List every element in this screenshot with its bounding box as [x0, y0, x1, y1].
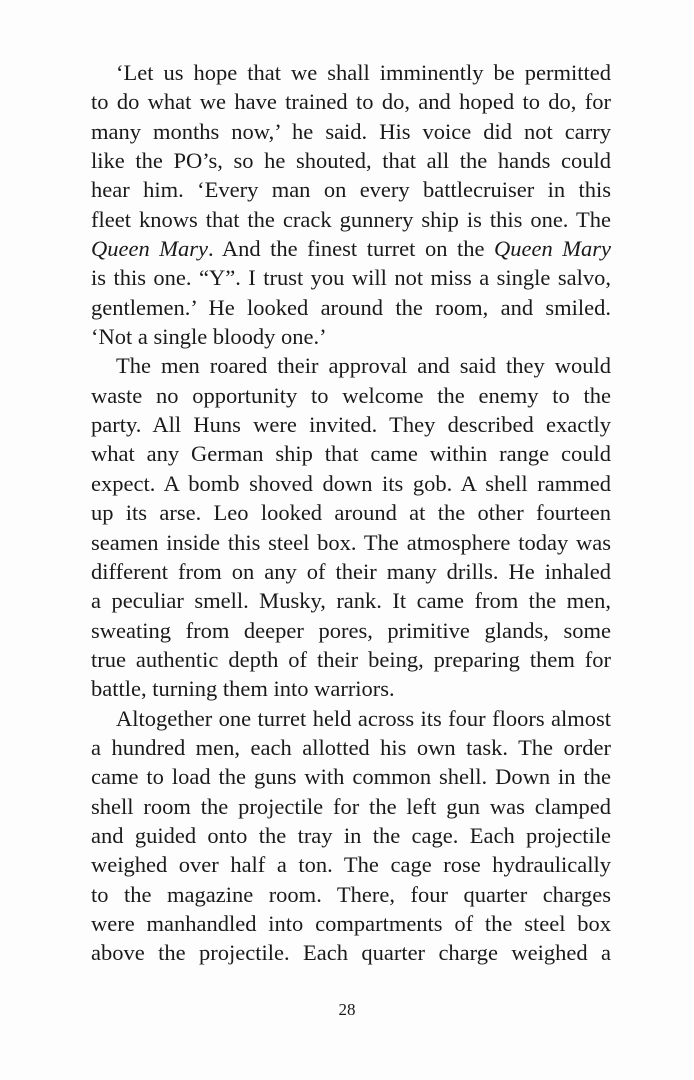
text-line — [91, 234, 611, 263]
text-line: party. All Huns were invited. They described exactly — [91, 412, 611, 438]
text-line: is this one. “Y”. I trust you will not miss a single salvo, — [91, 265, 611, 291]
italic-ship-name: Queen Mary — [494, 236, 611, 262]
text-line: what any German ship that came within range could — [91, 441, 611, 467]
text-line: waste no opportunity to welcome the enemy to the — [91, 382, 611, 408]
text-line: above the projectile. Each quarter charge weighed a — [91, 940, 611, 966]
text-line: and guided onto the tray in the cage. Each projectile — [91, 822, 611, 848]
text-line: seamen inside this steel box. The atmosphere today was — [91, 529, 611, 555]
text-line: Altogether one turret held across its four floors almost — [116, 705, 611, 731]
text-line: The men roared their approval and said they would — [116, 353, 611, 379]
text-line: up its arse. Leo looked around at the other fourteen — [91, 500, 611, 526]
text-line: many months now,’ he said. His voice did not carry — [91, 118, 611, 144]
italic-ship-name: Queen Mary — [91, 236, 208, 262]
text-segment: . And the finest turret on the — [207, 236, 494, 262]
text-line: weighed over half a ton. The cage rose hydraulically — [91, 852, 611, 878]
text-line: a hundred men, each allotted his own task. The order — [91, 734, 611, 760]
body-text — [91, 58, 611, 968]
text-line: were manhandled into compartments of the steel box — [91, 910, 611, 936]
text-line: to do what we have trained to do, and hoped to do, for — [91, 89, 611, 115]
text-line: battle, turning them into warriors. — [91, 676, 395, 702]
text-line: shell room the projectile for the left gun was clamped — [91, 793, 611, 819]
page-number: 28 — [338, 1000, 356, 1019]
text-line: different from on any of their many drills. He inhaled — [91, 558, 611, 584]
text-line: gentlemen.’ He looked around the room, and smiled. — [91, 294, 611, 320]
text-line: a peculiar smell. Musky, rank. It came from the men, — [91, 588, 611, 614]
text-line: hear him. ‘Every man on every battlecruiser in this — [91, 177, 611, 203]
text-line: ‘Let us hope that we shall imminently be permitted — [116, 60, 611, 85]
text-line: sweating from deeper pores, primitive glands, some — [91, 617, 611, 643]
text-line: came to load the guns with common shell. Down in the — [91, 764, 611, 790]
text-line: expect. A bomb shoved down its gob. A shell rammed — [91, 470, 611, 496]
text-line: ‘Not a single bloody one.’ — [91, 324, 327, 350]
text-line: like the PO’s, so he shouted, that all the hands could — [91, 148, 611, 174]
text-line: to the magazine room. There, four quarter charges — [91, 881, 611, 907]
text-line: fleet knows that the crack gunnery ship is this one. The — [91, 206, 611, 232]
text-line: true authentic depth of their being, preparing them for — [91, 646, 611, 672]
